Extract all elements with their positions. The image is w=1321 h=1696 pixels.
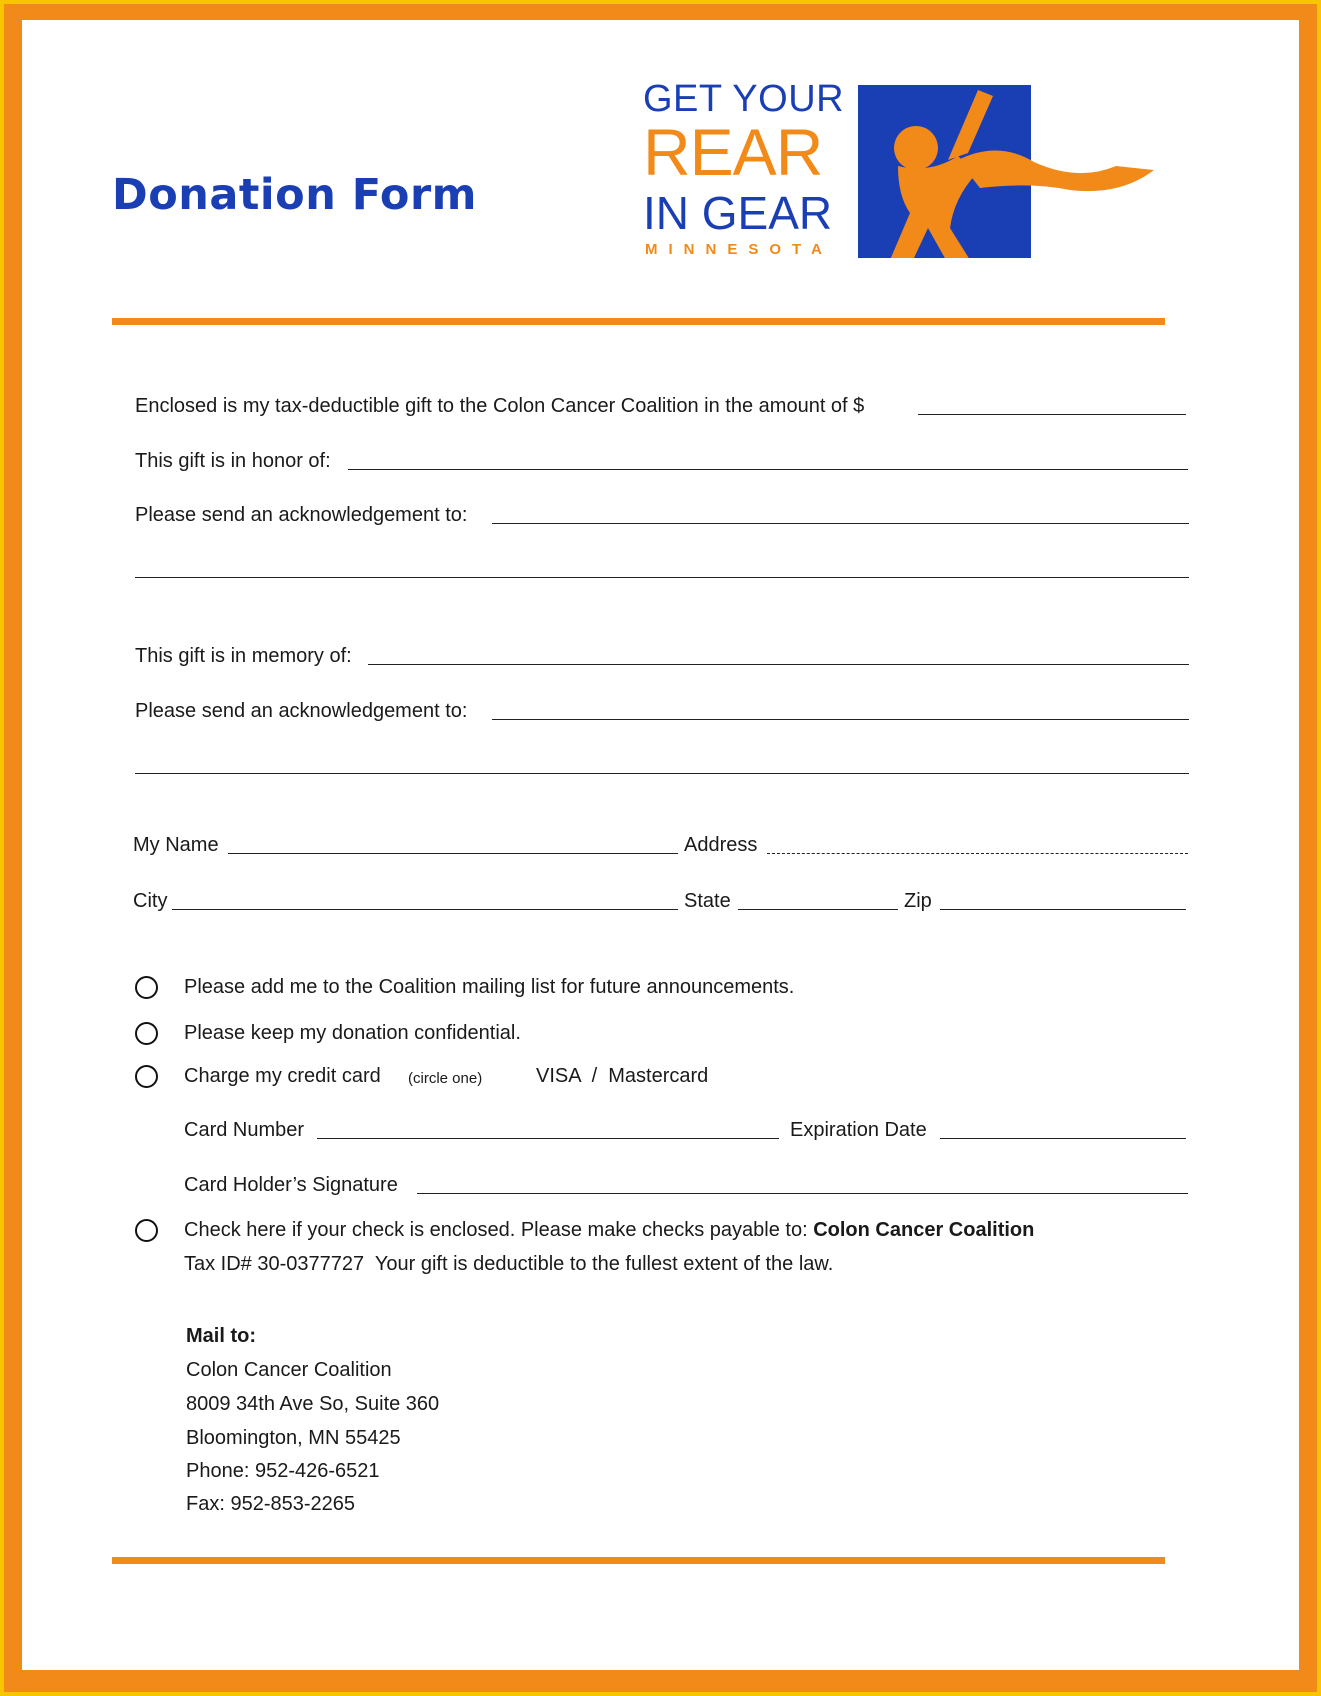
mail-to-phone: Phone: 952-426-6521: [186, 1460, 380, 1482]
address-field[interactable]: [767, 853, 1188, 854]
ack-field-honor[interactable]: [492, 523, 1189, 524]
confidential-radio[interactable]: [135, 1022, 158, 1045]
bottom-divider: [112, 1557, 1165, 1564]
name-field[interactable]: [228, 853, 678, 854]
expiration-label: Expiration Date: [790, 1119, 927, 1141]
logo-line-4: MINNESOTA: [645, 241, 833, 258]
state-field[interactable]: [738, 909, 898, 910]
ack-field-honor-line-2[interactable]: [135, 577, 1189, 578]
card-number-field[interactable]: [317, 1138, 779, 1139]
card-number-label: Card Number: [184, 1119, 305, 1141]
state-label: State: [684, 890, 731, 912]
signature-field[interactable]: [417, 1193, 1188, 1194]
check-enclosed-radio[interactable]: [135, 1219, 158, 1242]
expiration-field[interactable]: [940, 1138, 1186, 1139]
logo-line-1: GET YOUR: [643, 78, 845, 120]
mailing-list-radio[interactable]: [135, 976, 158, 999]
address-label: Address: [684, 834, 758, 856]
signature-label: Card Holder’s Signature: [184, 1174, 398, 1196]
city-label: City: [133, 890, 168, 912]
city-field[interactable]: [172, 909, 678, 910]
mail-to-fax: Fax: 952-853-2265: [186, 1493, 356, 1515]
confidential-label: Please keep my donation confidential.: [184, 1022, 521, 1044]
mailing-list-label: Please add me to the Coalition mailing list for future announcements.: [184, 976, 795, 998]
ack-field-memory[interactable]: [492, 719, 1189, 720]
page-title: Donation Form: [112, 170, 477, 220]
mail-to-heading: Mail to:: [186, 1325, 256, 1347]
card-types[interactable]: VISA / Mastercard: [536, 1065, 709, 1087]
name-label: My Name: [133, 834, 219, 856]
ack-label-honor: Please send an acknowledgement to:: [135, 504, 468, 526]
honor-label: This gift is in honor of:: [135, 450, 331, 472]
mail-to-org: Colon Cancer Coalition: [186, 1359, 392, 1381]
gift-amount-label: Enclosed is my tax-deductible gift to the Colon Cancer Coalition in the amount of $: [135, 395, 865, 417]
ack-label-memory: Please send an acknowledgement to:: [135, 700, 468, 722]
zip-field[interactable]: [940, 909, 1186, 910]
ack-field-memory-line-2[interactable]: [135, 773, 1189, 774]
memory-field[interactable]: [368, 664, 1189, 665]
gift-amount-field[interactable]: [918, 414, 1186, 415]
runner-icon: [858, 78, 1158, 258]
logo-line-3: IN GEAR: [643, 187, 833, 239]
mail-to-city: Bloomington, MN 55425: [186, 1427, 401, 1449]
memory-label: This gift is in memory of:: [135, 645, 352, 667]
check-enclosed-text: Check here if your check is enclosed. Please make checks payable to:: [184, 1219, 808, 1241]
zip-label: Zip: [904, 890, 932, 912]
payee-name: Colon Cancer Coalition: [813, 1219, 1035, 1241]
tax-id-line: Tax ID# 30-0377727 Your gift is deductible to the fullest extent of the law.: [184, 1253, 834, 1275]
circle-one-note: (circle one): [408, 1070, 483, 1087]
top-divider: [112, 318, 1165, 325]
check-enclosed-label: [184, 1219, 1034, 1242]
honor-field[interactable]: [348, 469, 1188, 470]
mail-to-street: 8009 34th Ave So, Suite 360: [186, 1393, 440, 1415]
logo-line-2: REAR: [643, 115, 823, 189]
credit-card-label: Charge my credit card: [184, 1065, 381, 1087]
credit-card-radio[interactable]: [135, 1065, 158, 1088]
